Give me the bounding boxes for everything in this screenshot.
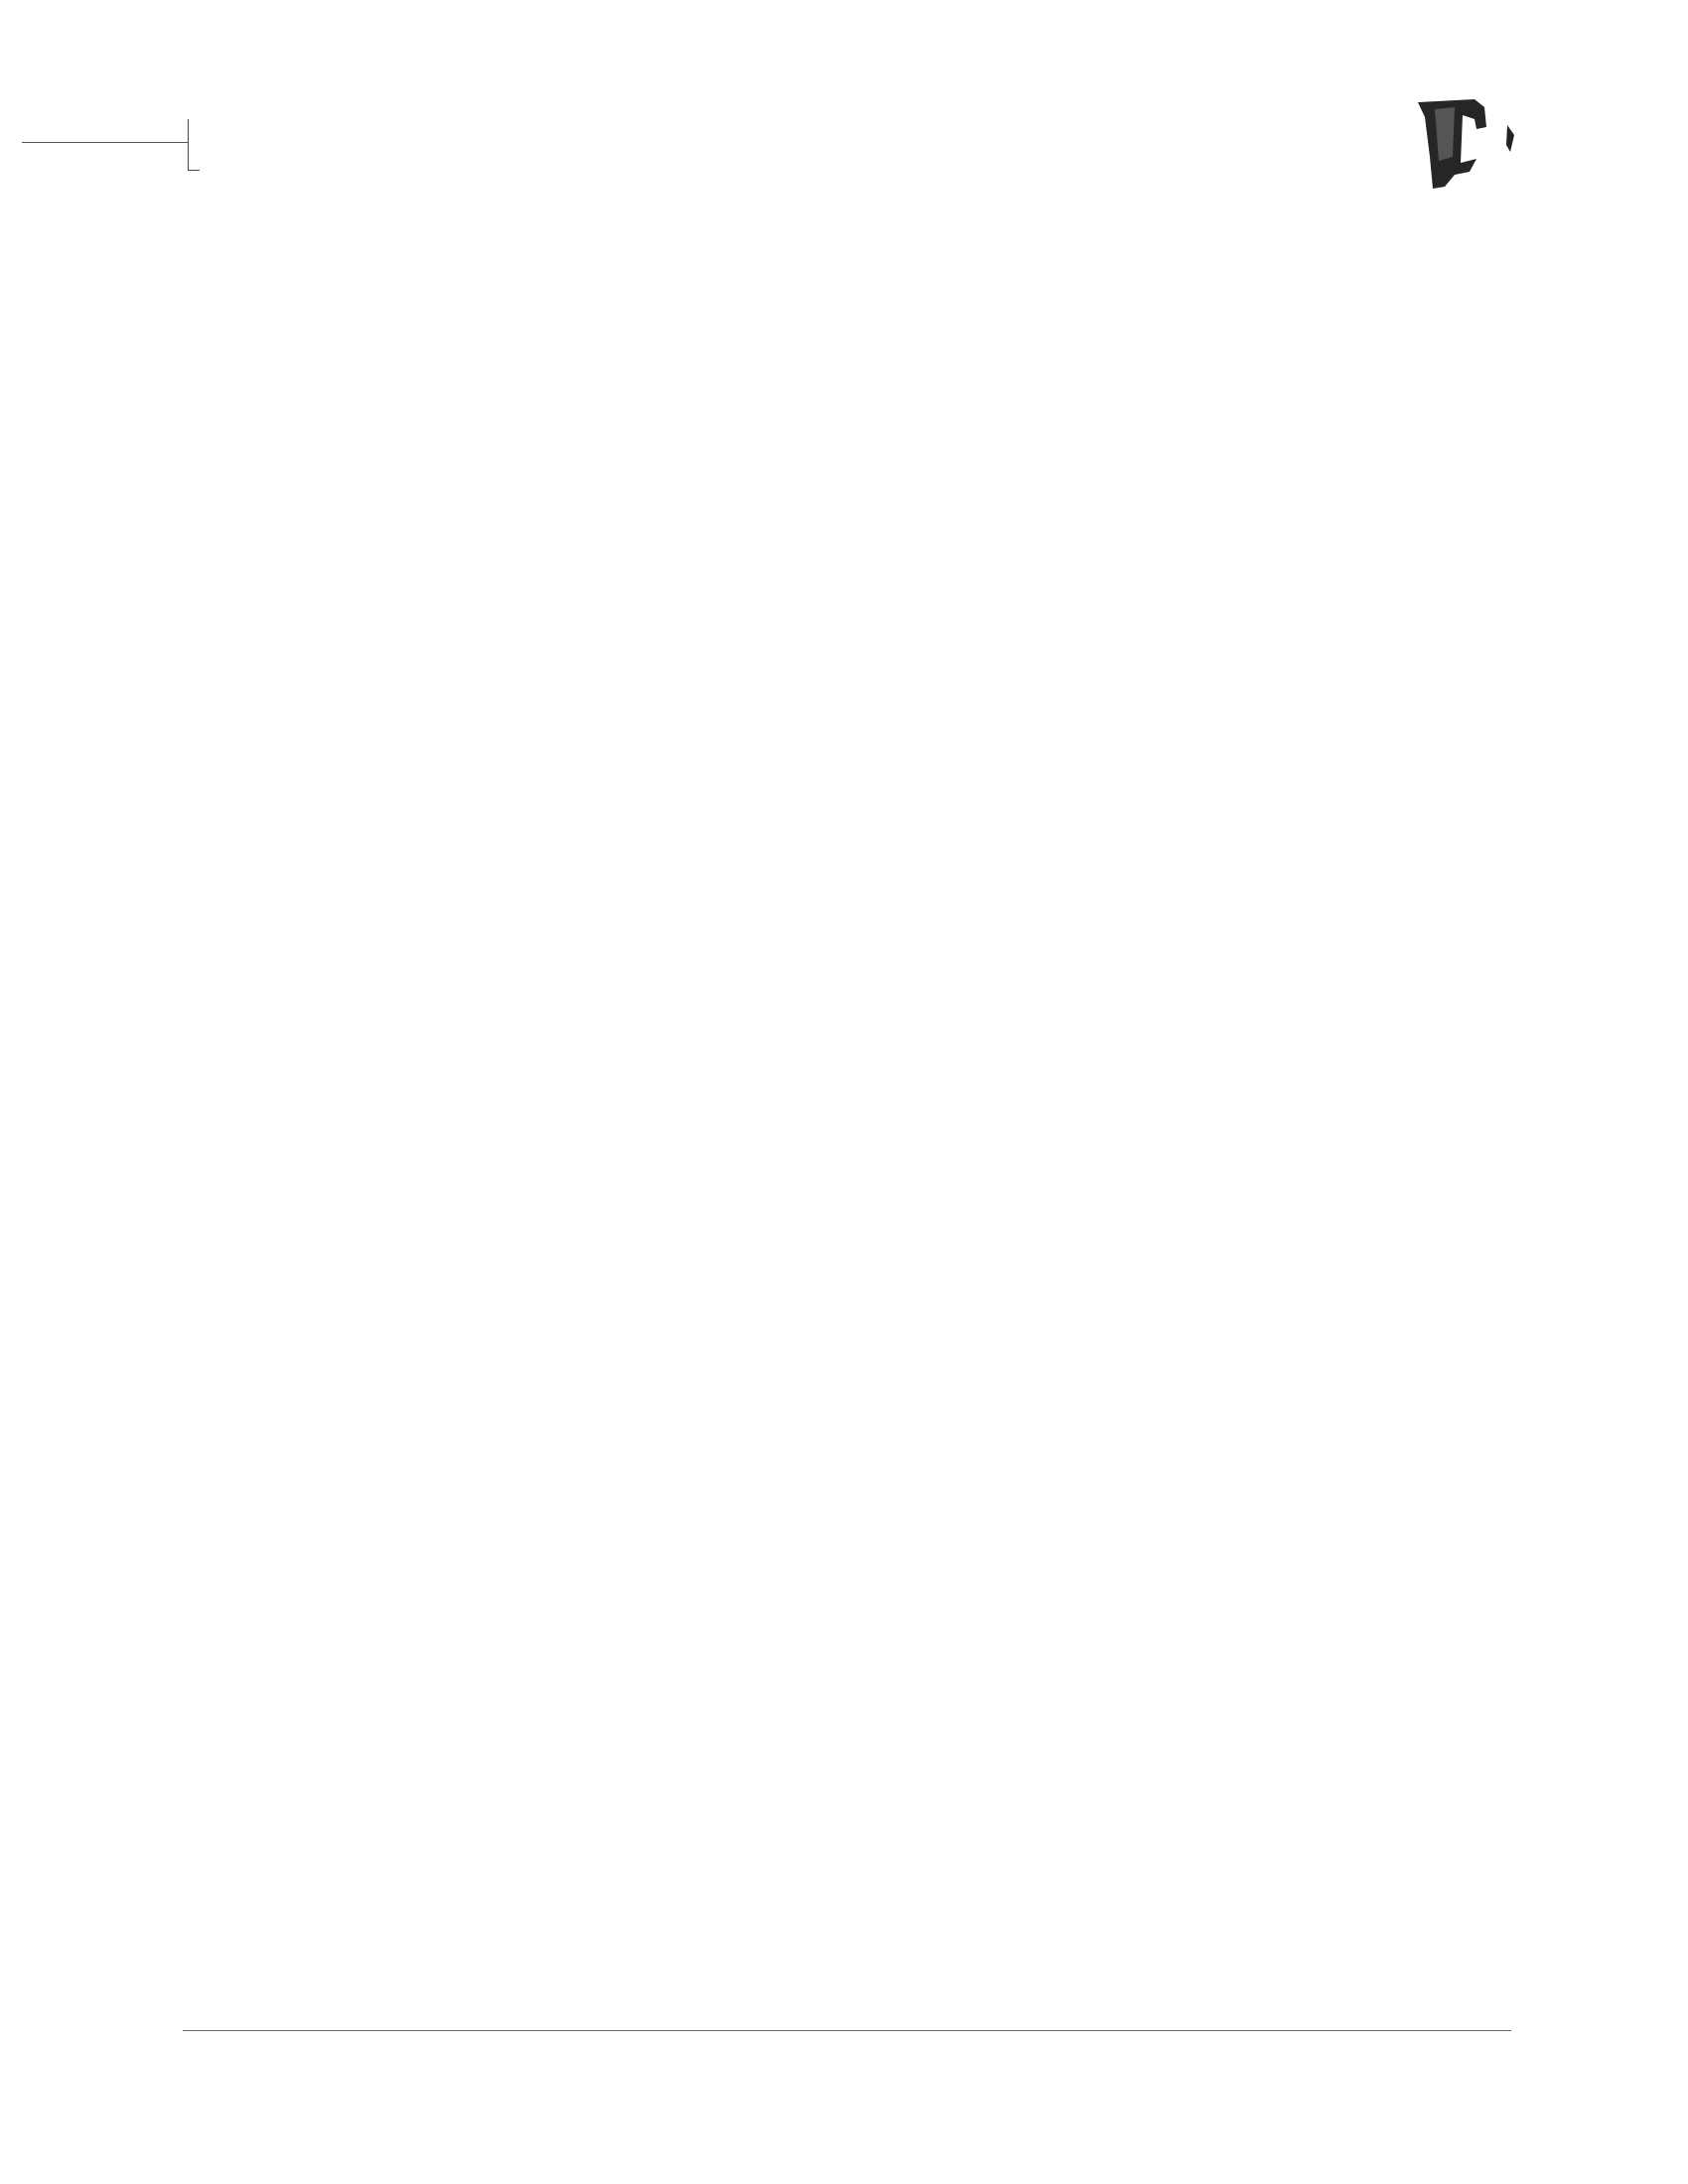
header-tick-foot [188, 170, 200, 171]
header-rule [22, 142, 189, 143]
dykeman-logo-icon [1415, 97, 1514, 192]
footer-separator [1189, 2040, 1216, 2062]
footer-separator [183, 2042, 214, 2063]
footer-rule [183, 2030, 1511, 2031]
footer-firm-info [1189, 2040, 1216, 2063]
header-tick-mark [188, 119, 189, 171]
footer-doc-info [183, 2042, 214, 2064]
